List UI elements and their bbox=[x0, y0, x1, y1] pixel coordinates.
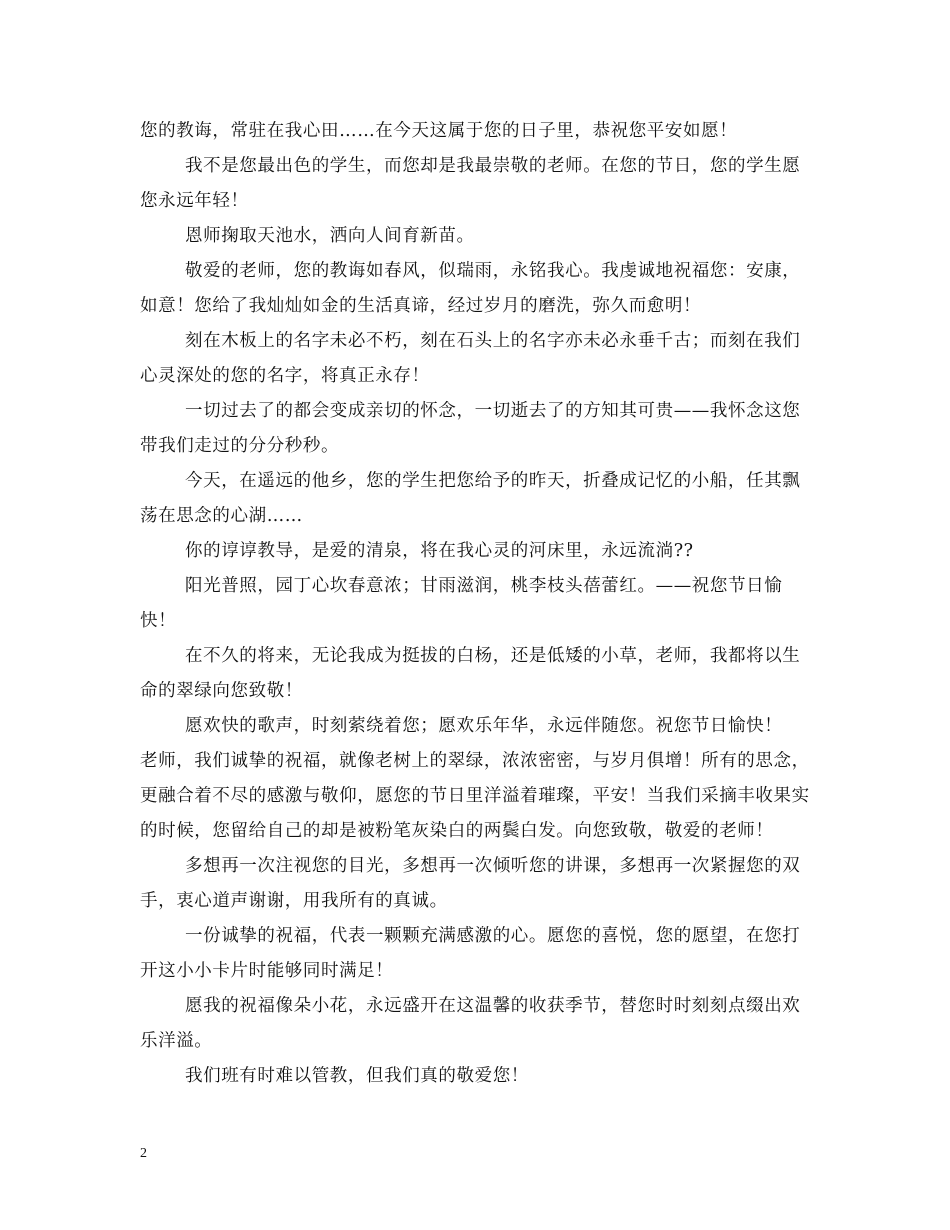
paragraph: 刻在木板上的名字未必不朽，刻在石头上的名字亦未必永垂千古；而刻在我们心灵深处的您的名字，将真正永存！ bbox=[140, 331, 801, 386]
paragraph: 在不久的将来，无论我成为挺拔的白杨，还是低矮的小草，老师，我都将以生命的翠绿向您致敬！ bbox=[140, 646, 801, 701]
document-body bbox=[140, 114, 816, 1094]
paragraph: 多想再一次注视您的目光，多想再一次倾听您的讲课，多想再一次紧握您的双手，衷心道声谢谢，用我所有的真诚。 bbox=[140, 856, 801, 911]
paragraph: 阳光普照，园丁心坎春意浓；甘雨滋润，桃李枝头蓓蕾红。——祝您节日愉快！ bbox=[140, 576, 783, 631]
paragraph: 您的教诲，常驻在我心田……在今天这属于您的日子里，恭祝您平安如愿！ bbox=[140, 121, 738, 141]
paragraph: 敬爱的老师，您的教诲如春风，似瑞雨，永铭我心。我虔诚地祝福您：安康，如意！您给了我灿灿如金的生活真谛，经过岁月的磨洗，弥久而愈明！ bbox=[140, 261, 801, 316]
page-number: 2 bbox=[140, 1146, 147, 1161]
paragraph: 愿我的祝福像朵小花，永远盛开在这温馨的收获季节，替您时时刻刻点缀出欢乐洋溢。 bbox=[140, 996, 801, 1051]
paragraph: 恩师掬取天池水，洒向人间育新苗。 bbox=[185, 226, 475, 246]
paragraph: 老师，我们诚挚的祝福，就像老树上的翠绿，浓浓密密，与岁月俱增！所有的思念，更融合着不尽的感激与敬仰，愿您的节日里洋溢着璀璨，平安！当我们采摘丰收果实的时候，您留给自己的却是被粉笔灰染白的两鬓白发。向您致敬，敬爱的老师！ bbox=[140, 751, 810, 841]
paragraph: 今天，在遥远的他乡，您的学生把您给予的昨天，折叠成记忆的小船，任其飘荡在思念的心湖…… bbox=[140, 471, 801, 526]
paragraph: 我不是您最出色的学生，而您却是我最崇敬的老师。在您的节日，您的学生愿您永远年轻！ bbox=[140, 156, 801, 211]
paragraph: 一切过去了的都会变成亲切的怀念，一切逝去了的方知其可贵——我怀念这您带我们走过的分分秒秒。 bbox=[140, 401, 801, 456]
paragraph: 我们班有时难以管教，但我们真的敬爱您！ bbox=[185, 1066, 529, 1086]
paragraph: 一份诚挚的祝福，代表一颗颗充满感激的心。愿您的喜悦，您的愿望，在您打开这小小卡片时能够同时满足！ bbox=[140, 926, 801, 981]
paragraph: 你的谆谆教导，是爱的清泉，将在我心灵的河床里，永远流淌?? bbox=[185, 541, 694, 561]
paragraph: 愿欢快的歌声，时刻萦绕着您；愿欢乐年华，永远伴随您。祝您节日愉快！ bbox=[185, 716, 783, 736]
